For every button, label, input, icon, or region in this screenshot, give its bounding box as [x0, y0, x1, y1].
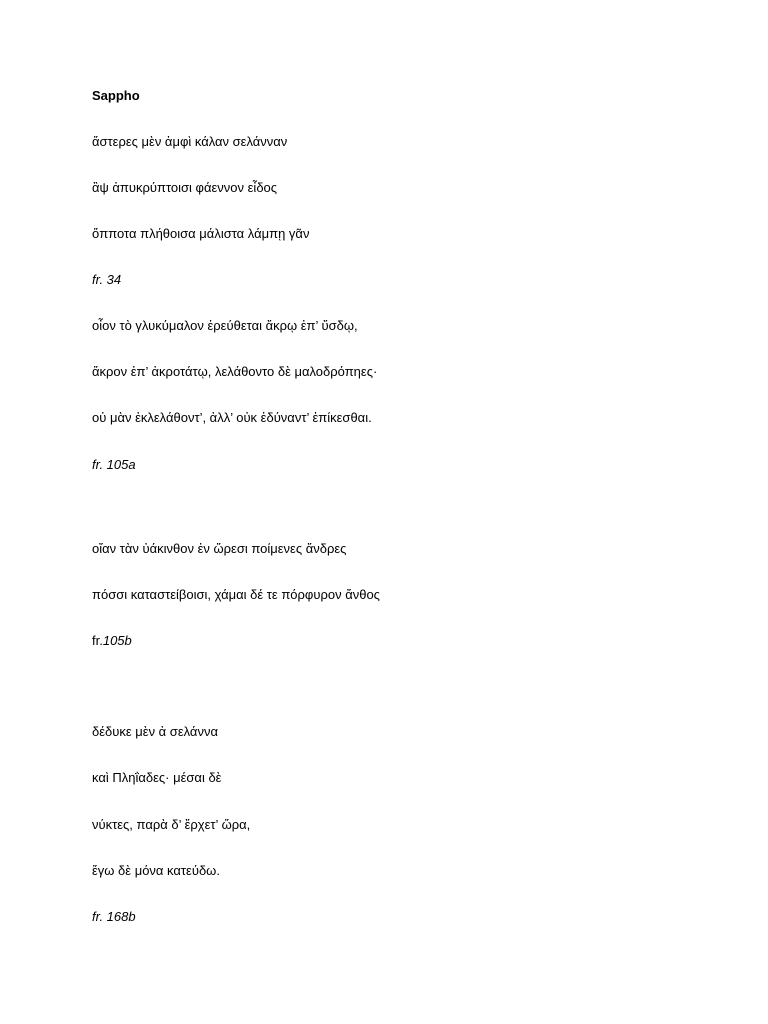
poem-line: δέδυκε μὲν ἀ σελάννα [92, 724, 218, 739]
fragment-reference: fr. 34 [92, 272, 122, 287]
poem-line: ἄστερες μὲν ἀμφὶ κάλαν σελάνναν [92, 134, 288, 149]
poem-line: ὄπποτα πλήθοισα μάλιστα λάμπῃ γᾶν [92, 226, 310, 241]
poem-line: οἴαν τὰν ὐάκινθον ἐν ὤρεσι ποίμενες ἄνδρες [92, 541, 347, 556]
poem-line: νύκτες, παρὰ δ’ ἔρχετ’ ὤρα, [92, 817, 251, 832]
fragment-reference: fr. 105a [92, 457, 136, 472]
poem-line: ἄκρον ἐπ’ ἀκροτάτῳ, λελάθοντο δὲ μαλοδρόπηες· [92, 364, 378, 379]
poem-line: πόσσι καταστείβοισι, χάμαι δέ τε πόρφυρον ἄνθος [92, 587, 380, 602]
poem-line: καὶ Πληΐαδες· μέσαι δὲ [92, 770, 222, 785]
fragment-reference-number: 105b [102, 633, 132, 648]
poem-line: οἶον τὸ γλυκύμαλον ἐρεύθεται ἄκρῳ ἐπ’ ὔσδῳ, [92, 318, 358, 333]
poem-line: ἔγω δὲ μόνα κατεύδω. [92, 863, 220, 878]
poem-line: ἂψ ἀπυκρύπτοισι φάεννον εἶδος [92, 180, 278, 195]
fragment-reference: fr. 168b [92, 909, 136, 924]
fragment-reference [92, 633, 132, 649]
fragment-reference-prefix: fr. [92, 633, 103, 648]
poem-line: οὐ μὰν ἐκλελάθοντ’, ἀλλ’ οὐκ ἐδύναντ’ ἐπίκεσθαι. [92, 410, 372, 425]
poet-title: Sappho [92, 88, 140, 103]
